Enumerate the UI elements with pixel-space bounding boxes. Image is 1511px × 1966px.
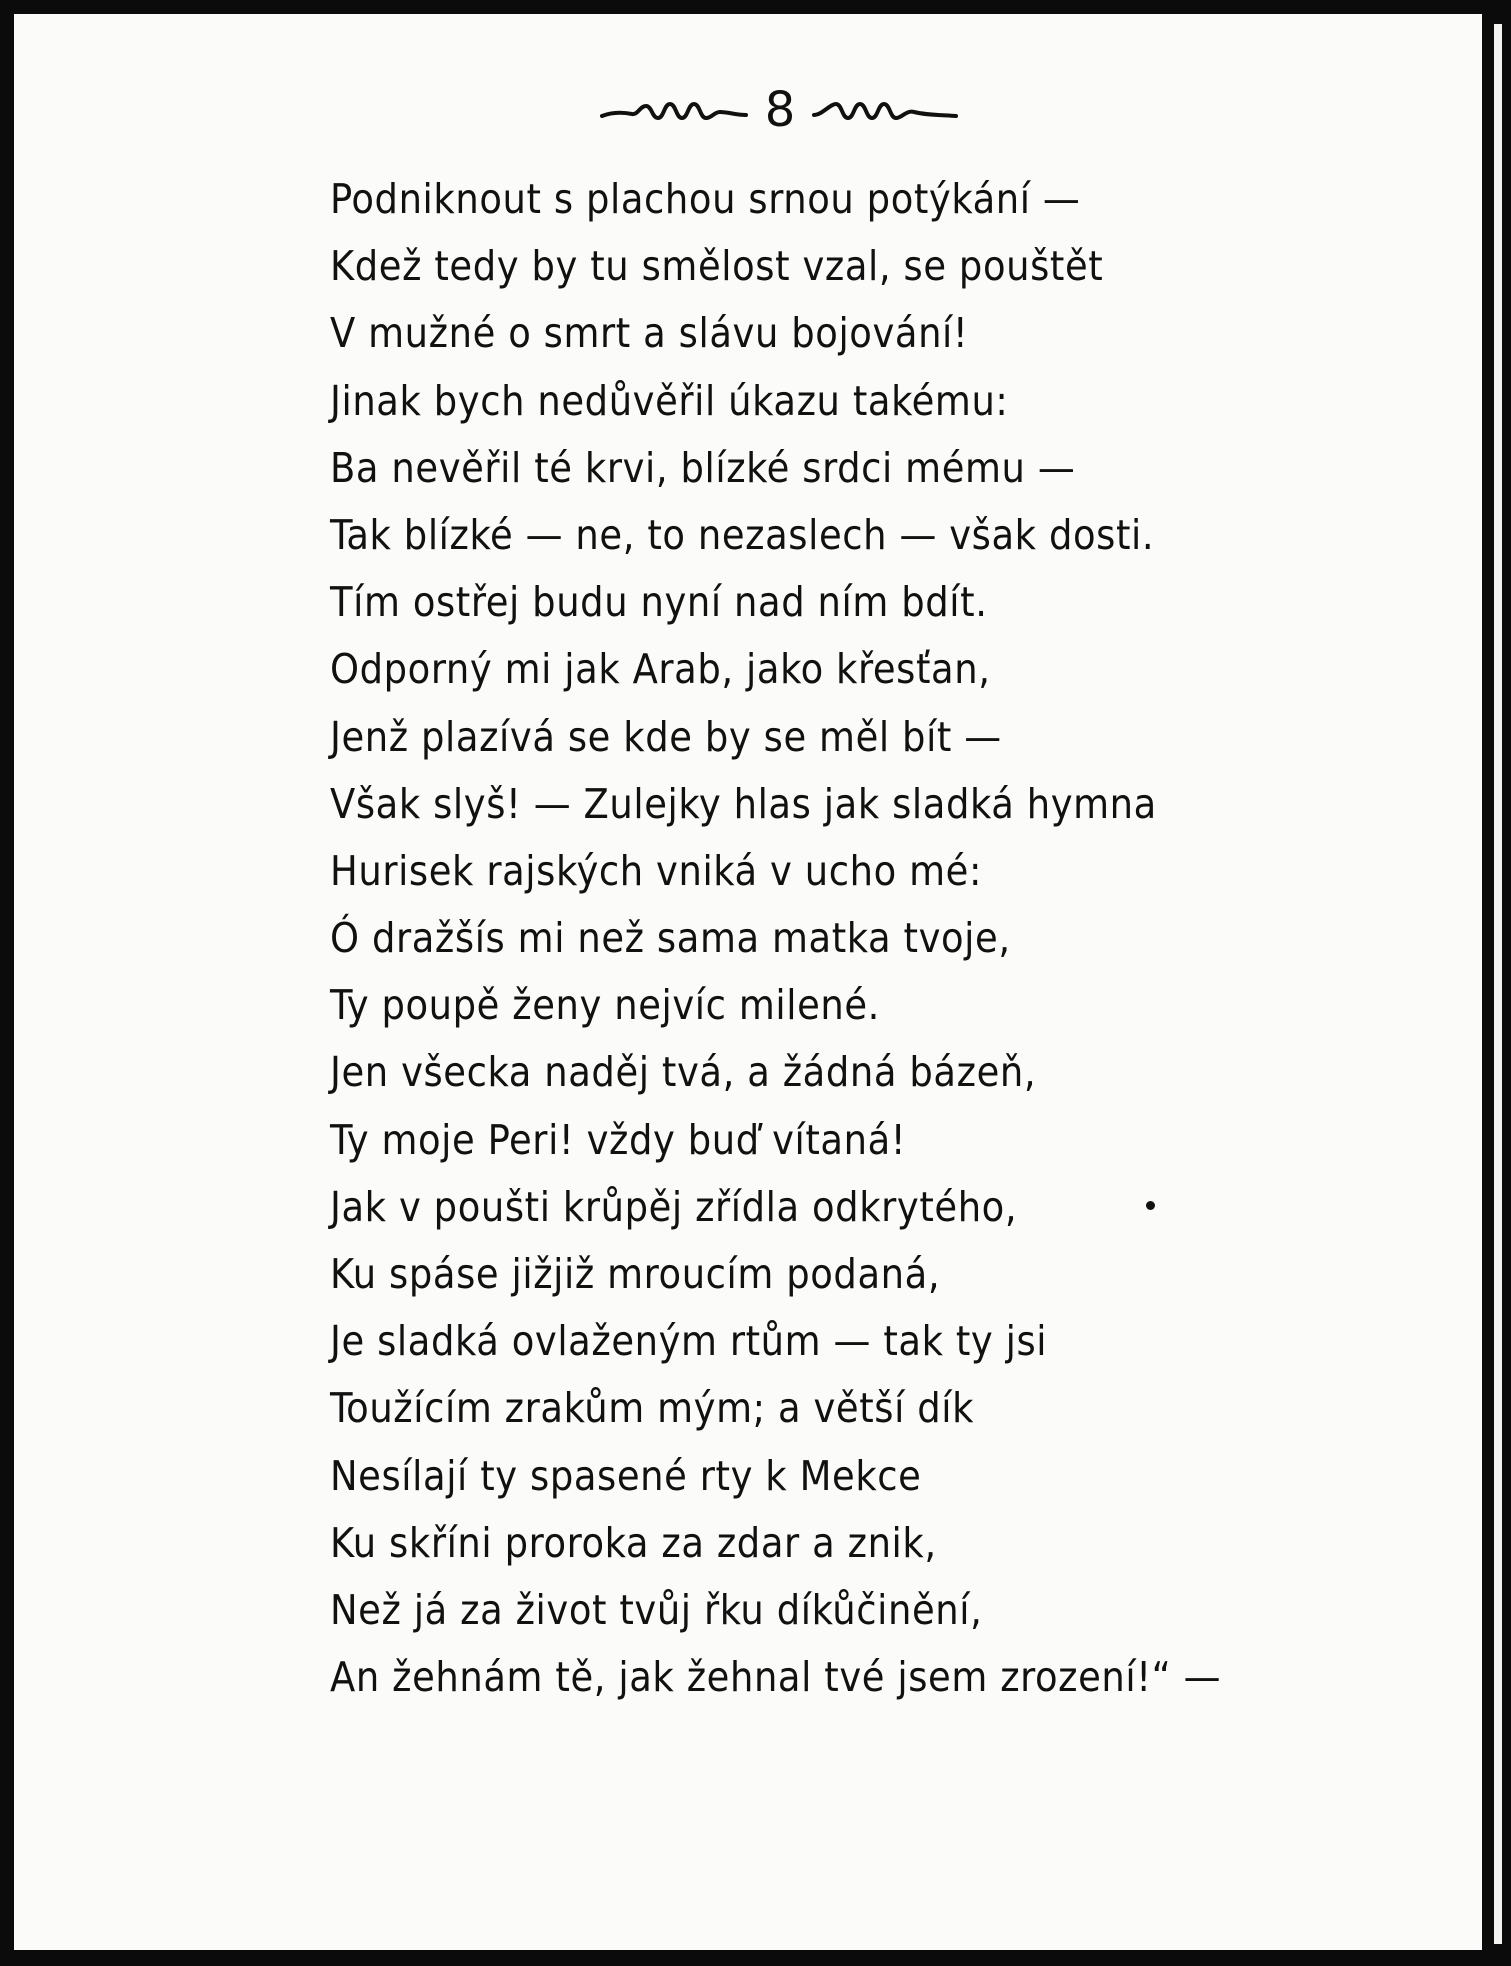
poem-line: Ty moje Peri! vždy buď vítaná!: [330, 1115, 907, 1164]
poem-line: Podniknout s plachou srnou potýkání —: [330, 175, 1081, 223]
ornament-right-icon: [810, 82, 960, 138]
ornament-left-icon: [600, 82, 750, 138]
poem-line: Jenž plazívá se kde by se měl bít —: [330, 712, 1002, 761]
poem-line: Ba nevěřil té krvi, blízké srdci mému —: [330, 443, 1076, 492]
poem-line: Jak v poušti krůpěj zřídla odkrytého,: [330, 1182, 1018, 1231]
poem-line: Než já za život tvůj řku díkůčinění,: [330, 1585, 983, 1634]
poem-line: Kdež tedy by tu smělost vzal, se pouštět: [330, 242, 1104, 291]
poem-line: Jinak bych nedůvěřil úkazu takému:: [330, 376, 1009, 425]
poem-line: Ku spáse jižjiž mroucím podaná,: [330, 1250, 941, 1298]
poem-line: Ó dražšís mi než sama matka tvoje,: [330, 914, 1011, 963]
poem-line: Tím ostřej budu nyní nad ním bdít.: [330, 578, 988, 627]
poem-text: [330, 166, 1330, 1711]
adjacent-page-edge: [1494, 24, 1502, 1944]
poem-line: Ty poupě ženy nejvíc milené.: [330, 981, 880, 1030]
poem-line: Tak blízké — ne, to nezaslech — však dosti.: [330, 510, 1155, 559]
poem-line: Však slyš! — Zulejky hlas jak sladká hymna: [330, 779, 1157, 828]
poem-line: V mužné o smrt a slávu bojování!: [330, 309, 969, 358]
poem-line: An žehnám tě, jak žehnal tvé jsem zrození!“ —: [330, 1653, 1222, 1702]
page-header: [600, 82, 960, 138]
poem-line: Ku skříni proroka za zdar a znik,: [330, 1518, 937, 1567]
binding-edge: [1482, 0, 1494, 1966]
poem-line: Je sladká ovlaženým rtům — tak ty jsi: [330, 1317, 1048, 1366]
poem-line: Hurisek rajských vniká v ucho mé:: [330, 846, 982, 895]
poem-line: Odporný mi jak Arab, jako křesťan,: [330, 645, 991, 694]
ink-speck: [1146, 1201, 1155, 1210]
poem-line: Nesílají ty spasené rty k Mekce: [330, 1451, 922, 1500]
poem-line: Toužícím zrakům mým; a větší dík: [330, 1384, 975, 1433]
poem-line: Jen všecka naděj tvá, a žádná bázeň,: [330, 1048, 1037, 1097]
page-number: 8: [764, 82, 796, 138]
